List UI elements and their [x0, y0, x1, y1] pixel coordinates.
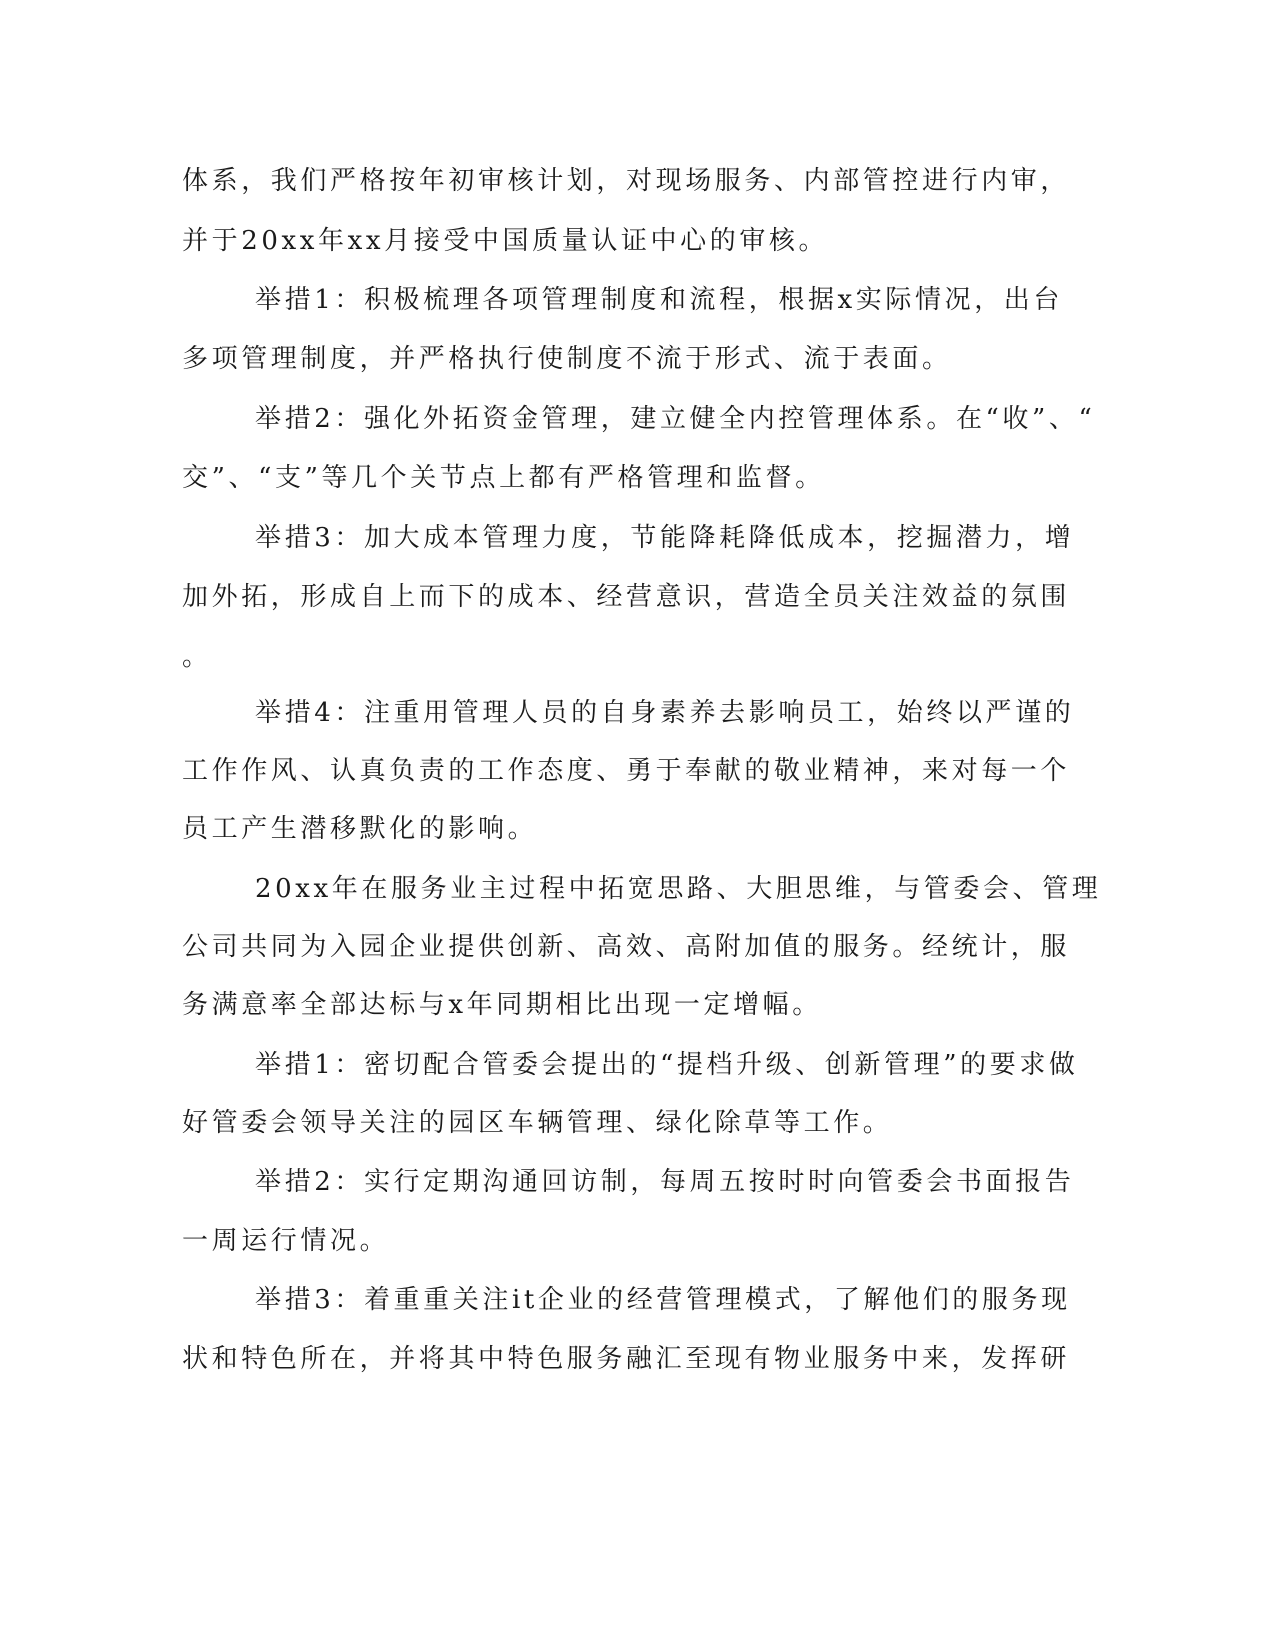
text-line: 交”、“支”等几个关节点上都有严格管理和监督。 [182, 463, 825, 493]
text-line: 举措3：加大成本管理力度，节能降耗降低成本，挖掘潜力，增 [255, 523, 1075, 553]
text-line: 加外拓，形成自上而下的成本、经营意识，营造全员关注效益的氛围 [182, 582, 1071, 612]
text-line: 举措1：密切配合管委会提出的“提档升级、创新管理”的要求做 [255, 1050, 1079, 1080]
text-line: 举措2：实行定期沟通回访制，每周五按时时向管委会书面报告 [255, 1167, 1075, 1197]
text-line: 举措1：积极梳理各项管理制度和流程，根据x实际情况，出台 [255, 285, 1064, 315]
text-line: 20xx年在服务业主过程中拓宽思路、大胆思维，与管委会、管理 [255, 874, 1102, 904]
text-line: 工作作风、认真负责的工作态度、勇于奉献的敬业精神，来对每一个 [182, 756, 1071, 786]
text-line: 多项管理制度，并严格执行使制度不流于形式、流于表面。 [182, 344, 952, 374]
text-line: 好管委会领导关注的园区车辆管理、绿化除草等工作。 [182, 1108, 893, 1138]
text-line: 举措3：着重重关注it企业的经营管理模式，了解他们的服务现 [255, 1285, 1071, 1315]
text-line: 。 [182, 642, 212, 672]
text-line: 状和特色所在，并将其中特色服务融汇至现有物业服务中来，发挥研 [182, 1344, 1071, 1374]
text-line: 务满意率全部达标与x年同期相比出现一定增幅。 [182, 990, 822, 1020]
text-line: 并于20xx年xx月接受中国质量认证中心的审核。 [182, 226, 829, 256]
text-line: 举措2：强化外拓资金管理，建立健全内控管理体系。在“收”、“ [255, 404, 1096, 434]
text-line: 公司共同为入园企业提供创新、高效、高附加值的服务。经统计，服 [182, 932, 1071, 962]
text-line: 员工产生潜移默化的影响。 [182, 814, 538, 844]
text-line: 体系，我们严格按年初审核计划，对现场服务、内部管控进行内审， [182, 166, 1071, 196]
text-line: 一周运行情况。 [182, 1226, 390, 1256]
text-line: 举措4：注重用管理人员的自身素养去影响员工，始终以严谨的 [255, 698, 1075, 728]
